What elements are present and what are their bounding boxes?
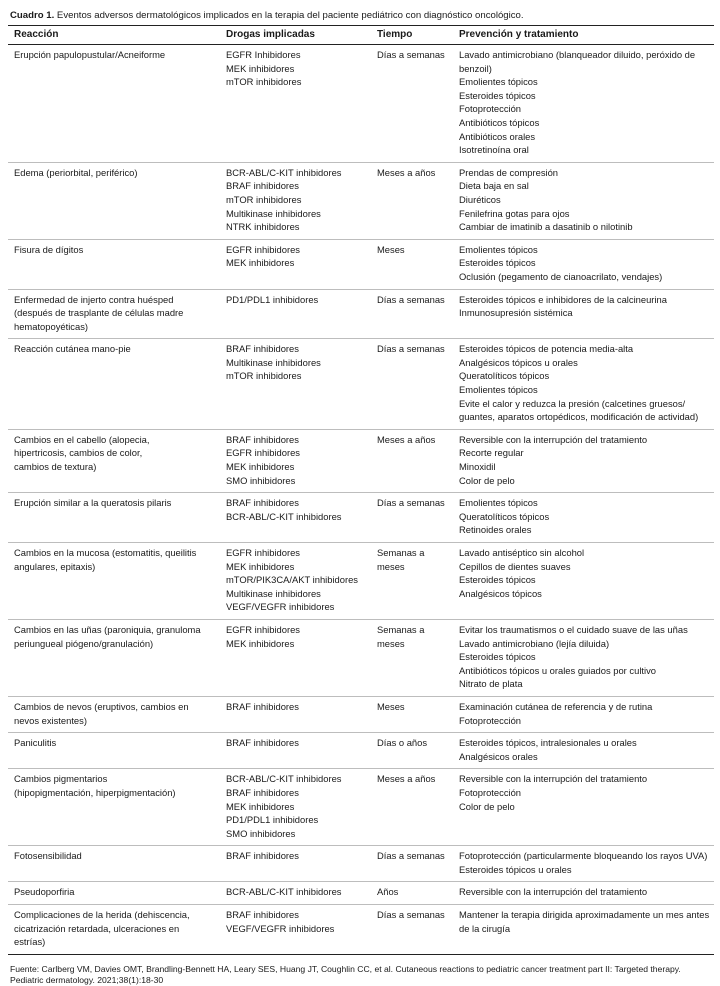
- time-line: Semanas a: [377, 623, 425, 635]
- drugs-line: NTRK inhibidores: [226, 221, 300, 233]
- reaction-line: hematopoyéticas): [14, 320, 88, 332]
- drugs-line: Multikinase inhibidores: [226, 587, 321, 599]
- table-row: [8, 339, 714, 430]
- time-cell: [371, 289, 453, 339]
- treatment-line: Emolientes tópicos: [459, 243, 538, 255]
- drugs-cell: [220, 882, 371, 905]
- source-footnote: Fuente: Carlberg VM, Davies OMT, Brandling-Bennett HA, Leary SES, Huang JT, Coughlin CC, et al. Cutaneous reactions to pediatric cancer treatment part II: Targeted therapy. Pediatric dermatology. 2021;38(1):18-30: [10, 963, 681, 985]
- drugs-line: BRAF inhibidores: [226, 180, 299, 192]
- treatment-cell: [453, 696, 714, 732]
- drugs-line: BCR-ABL/C-KIT inhibidores: [226, 773, 342, 785]
- time-cell: [371, 162, 453, 239]
- drugs-line: BRAF inhibidores: [226, 700, 299, 712]
- reaction-line: hipertricosis, cambios de color,: [14, 447, 143, 459]
- time-line: Días a semanas: [377, 343, 445, 355]
- time-cell: [371, 45, 453, 163]
- treatment-cell: [453, 493, 714, 543]
- treatment-line: Lavado antiséptico sin alcohol: [459, 547, 585, 558]
- drugs-line: BRAF inhibidores: [226, 909, 299, 921]
- table-row: [8, 289, 714, 339]
- treatment-cell: [453, 846, 714, 882]
- treatment-line: Color de pelo: [459, 800, 515, 812]
- drugs-line: MEK inhibidores: [226, 560, 295, 572]
- treatment-line: Analgésicos tópicos: [459, 587, 542, 599]
- treatment-line: Reversible con la interrupción del tratamiento: [459, 773, 648, 785]
- time-line: Semanas a: [377, 547, 425, 558]
- treatment-line: Isotretinoína oral: [459, 144, 529, 156]
- time-line: Meses a años: [377, 433, 436, 445]
- drugs-cell: [220, 429, 371, 492]
- drugs-line: EGFR inhibidores: [226, 623, 300, 635]
- drugs-line: PD1/PDL1 inhibidores: [226, 814, 319, 826]
- drugs-line: mTOR/PIK3CA/AKT inhibidores: [226, 574, 358, 586]
- treatment-line: Antibióticos tópicos u orales guiados por cultivo: [459, 664, 656, 676]
- time-line: Meses: [377, 700, 405, 712]
- drugs-cell: [220, 543, 371, 620]
- reaction-line: Edema (periorbital, periférico): [14, 166, 138, 178]
- reaction-cell: [8, 162, 220, 239]
- drugs-line: Multikinase inhibidores: [226, 356, 321, 368]
- treatment-line: Retinoides orales: [459, 524, 532, 536]
- time-cell: [371, 905, 453, 955]
- reaction-cell: [8, 339, 220, 430]
- treatment-line: Emolientes tópicos: [459, 384, 538, 396]
- treatment-cell: [453, 339, 714, 430]
- time-cell: [371, 239, 453, 289]
- reaction-cell: [8, 239, 220, 289]
- treatment-line: Nitrato de plata: [459, 678, 523, 690]
- header-reaction: Reacción: [8, 26, 220, 45]
- reaction-line: cambios de textura): [14, 461, 97, 473]
- reaction-line: Enfermedad de injerto contra huésped: [14, 293, 174, 305]
- treatment-line: Diuréticos: [459, 193, 501, 205]
- treatment-line: Queratolíticos tópicos: [459, 370, 550, 382]
- treatment-line: Dieta baja en sal: [459, 180, 529, 192]
- table-row: [8, 45, 714, 163]
- reaction-line: cicatrización retardada, ulceraciones en: [14, 922, 180, 934]
- drugs-line: BCR-ABL/C-KIT inhibidores: [226, 166, 342, 178]
- treatment-line: Esteroides tópicos: [459, 89, 536, 101]
- reaction-line: (después de trasplante de células madre: [14, 307, 184, 319]
- reaction-line: Paniculitis: [14, 737, 57, 749]
- caption-label: Cuadro 1.: [10, 10, 55, 21]
- treatment-line: Lavado antimicrobiano (lejía diluida): [459, 637, 610, 649]
- reaction-cell: [8, 619, 220, 696]
- document-page: [8, 10, 714, 986]
- time-cell: [371, 429, 453, 492]
- table-header-row: [8, 26, 714, 45]
- drugs-line: BRAF inhibidores: [226, 737, 299, 749]
- reaction-line: Cambios en la mucosa (estomatitis, queilitis: [14, 547, 197, 558]
- treatment-cell: [453, 289, 714, 339]
- drugs-line: Multikinase inhibidores: [226, 207, 321, 219]
- treatment-line: Lavado antimicrobiano (blanqueador diluido, peróxido de benzoil): [459, 49, 696, 74]
- reaction-cell: [8, 769, 220, 846]
- reaction-line: Complicaciones de la herida (dehiscencia,: [14, 909, 190, 921]
- reaction-line: Fotosensibilidad: [14, 850, 82, 862]
- table-row: [8, 882, 714, 905]
- drugs-line: BCR-ABL/C-KIT inhibidores: [226, 886, 342, 898]
- treatment-line: Esteroides tópicos: [459, 257, 536, 269]
- reaction-cell: [8, 882, 220, 905]
- treatment-line: Esteroides tópicos, intralesionales u orales: [459, 737, 637, 749]
- table-row: [8, 905, 714, 955]
- reaction-line: Reacción cutánea mano-pie: [14, 343, 131, 355]
- drugs-cell: [220, 905, 371, 955]
- treatment-cell: [453, 905, 714, 955]
- drugs-line: BRAF inhibidores: [226, 433, 299, 445]
- reaction-line: Cambios en las uñas (paroniquia, granuloma: [14, 623, 201, 635]
- drugs-line: mTOR inhibidores: [226, 370, 302, 382]
- treatment-line: Esteroides tópicos e inhibidores de la calcineurina: [459, 293, 667, 305]
- time-line: Meses: [377, 243, 405, 255]
- time-line: Meses a años: [377, 166, 436, 178]
- reaction-line: estrías): [14, 936, 46, 948]
- time-cell: [371, 339, 453, 430]
- header-time: Tiempo: [371, 26, 453, 45]
- time-cell: [371, 493, 453, 543]
- treatment-line: Color de pelo: [459, 474, 515, 486]
- reaction-cell: [8, 45, 220, 163]
- drugs-line: BRAF inhibidores: [226, 343, 299, 355]
- time-cell: [371, 882, 453, 905]
- drugs-cell: [220, 846, 371, 882]
- treatment-line: Esteroides tópicos: [459, 651, 536, 663]
- drugs-cell: [220, 696, 371, 732]
- time-cell: [371, 733, 453, 769]
- drugs-line: MEK inhibidores: [226, 62, 295, 74]
- treatment-cell: [453, 45, 714, 163]
- treatment-line: Examinación cutánea de referencia y de rutina: [459, 700, 653, 712]
- drugs-cell: [220, 733, 371, 769]
- drugs-line: mTOR inhibidores: [226, 76, 302, 88]
- time-cell: [371, 543, 453, 620]
- treatment-line: Recorte regular: [459, 447, 524, 459]
- treatment-line: Queratolíticos tópicos: [459, 510, 550, 522]
- reaction-line: Pseudoporfiria: [14, 886, 75, 898]
- treatment-line: Cepillos de dientes suaves: [459, 560, 571, 572]
- treatment-line: Esteroides tópicos: [459, 574, 536, 586]
- time-line: Días a semanas: [377, 49, 445, 60]
- treatment-line: Reversible con la interrupción del tratamiento: [459, 886, 648, 898]
- reaction-line: Cambios pigmentarios: [14, 773, 108, 785]
- treatment-line: Cambiar de imatinib a dasatinib o nilotinib: [459, 221, 633, 233]
- table-row: [8, 769, 714, 846]
- treatment-line: Antibióticos orales: [459, 130, 536, 142]
- time-line: Días a semanas: [377, 293, 445, 305]
- time-cell: [371, 846, 453, 882]
- reaction-cell: [8, 696, 220, 732]
- table-caption: [10, 10, 714, 22]
- header-treatment: Prevención y tratamiento: [453, 26, 714, 45]
- treatment-cell: [453, 429, 714, 492]
- reaction-cell: [8, 905, 220, 955]
- time-cell: [371, 619, 453, 696]
- treatment-line: Fotoprotección: [459, 103, 522, 115]
- treatment-line: Oclusión (pegamento de cianoacrilato, vendajes): [459, 270, 663, 282]
- reaction-line: Erupción similar a la queratosis pilaris: [14, 497, 172, 509]
- treatment-line: Esteroides tópicos de potencia media-alta: [459, 343, 634, 355]
- time-line: Días a semanas: [377, 909, 445, 921]
- treatment-line: Evitar los traumatismos o el cuidado suave de las uñas: [459, 623, 688, 635]
- reaction-cell: [8, 289, 220, 339]
- treatment-cell: [453, 769, 714, 846]
- treatment-cell: [453, 619, 714, 696]
- treatment-line: Emolientes tópicos: [459, 497, 538, 509]
- drugs-line: BRAF inhibidores: [226, 786, 299, 798]
- time-line: Años: [377, 886, 399, 898]
- treatment-line: Antibióticos tópicos: [459, 116, 540, 128]
- treatment-line: Mantener la terapia dirigida aproximadamente un mes antes de la cirugía: [459, 909, 710, 934]
- drugs-cell: [220, 339, 371, 430]
- reaction-cell: [8, 543, 220, 620]
- reaction-line: Cambios de nevos (eruptivos, cambios en: [14, 700, 189, 712]
- treatment-line: Fotoprotección: [459, 714, 522, 726]
- reaction-line: nevos existentes): [14, 714, 87, 726]
- drugs-line: SMO inhibidores: [226, 827, 296, 839]
- reaction-cell: [8, 429, 220, 492]
- time-cell: [371, 696, 453, 732]
- table-row: [8, 543, 714, 620]
- time-line: Días o años: [377, 737, 428, 749]
- time-line: Días a semanas: [377, 850, 445, 862]
- drugs-line: MEK inhibidores: [226, 461, 295, 473]
- table-row: [8, 162, 714, 239]
- treatment-line: Prendas de compresión: [459, 166, 559, 178]
- reaction-cell: [8, 846, 220, 882]
- time-line: Días a semanas: [377, 497, 445, 509]
- treatment-line: Evite el calor y reduzca la presión (calcetines gruesos/ guantes, aparatos ortopédicos, modificación de actividad): [459, 397, 699, 423]
- drugs-line: VEGF/VEGFR inhibidores: [226, 922, 335, 934]
- drugs-cell: [220, 493, 371, 543]
- table-row: [8, 846, 714, 882]
- treatment-cell: [453, 733, 714, 769]
- drugs-line: mTOR inhibidores: [226, 193, 302, 205]
- drugs-line: EGFR inhibidores: [226, 547, 300, 558]
- treatment-line: Reversible con la interrupción del tratamiento: [459, 433, 648, 445]
- table-body: [8, 45, 714, 955]
- treatment-cell: [453, 239, 714, 289]
- drugs-cell: [220, 45, 371, 163]
- treatment-cell: [453, 882, 714, 905]
- treatment-line: Fotoprotección: [459, 786, 522, 798]
- treatment-cell: [453, 162, 714, 239]
- drugs-cell: [220, 289, 371, 339]
- caption-text: Eventos adversos dermatológicos implicados en la terapia del paciente pediátrico con diagnóstico oncológico.: [54, 10, 524, 21]
- reaction-line: periungueal piógeno/granulación): [14, 637, 154, 649]
- drugs-line: BRAF inhibidores: [226, 850, 299, 862]
- drugs-line: VEGF/VEGFR inhibidores: [226, 601, 335, 613]
- time-line: Meses a años: [377, 773, 436, 785]
- reaction-line: Erupción papulopustular/Acneiforme: [14, 49, 166, 60]
- drugs-cell: [220, 162, 371, 239]
- drugs-line: EGFR inhibidores: [226, 447, 300, 459]
- drugs-cell: [220, 239, 371, 289]
- table-row: [8, 696, 714, 732]
- header-drugs: Drogas implicadas: [220, 26, 371, 45]
- time-line: meses: [377, 560, 405, 572]
- treatment-line: Analgésicos orales: [459, 750, 538, 762]
- drugs-line: EGFR inhibidores: [226, 243, 300, 255]
- drugs-line: BCR-ABL/C-KIT inhibidores: [226, 510, 342, 522]
- time-cell: [371, 769, 453, 846]
- drugs-line: SMO inhibidores: [226, 474, 296, 486]
- reaction-line: Cambios en el cabello (alopecia,: [14, 433, 150, 445]
- treatment-line: Minoxidil: [459, 461, 496, 473]
- reaction-line: angulares, epitaxis): [14, 560, 96, 572]
- treatment-line: Analgésicos tópicos u orales: [459, 356, 578, 368]
- time-line: meses: [377, 637, 405, 649]
- reaction-line: Fisura de dígitos: [14, 243, 84, 255]
- table-row: [8, 429, 714, 492]
- drugs-line: MEK inhibidores: [226, 800, 295, 812]
- table-row: [8, 619, 714, 696]
- treatment-line: Emolientes tópicos: [459, 76, 538, 88]
- drugs-line: MEK inhibidores: [226, 637, 295, 649]
- drugs-line: MEK inhibidores: [226, 257, 295, 269]
- reaction-line: (hipopigmentación, hiperpigmentación): [14, 786, 176, 798]
- table-row: [8, 733, 714, 769]
- table-row: [8, 493, 714, 543]
- drugs-line: EGFR Inhibidores: [226, 49, 301, 60]
- drugs-cell: [220, 769, 371, 846]
- treatment-cell: [453, 543, 714, 620]
- table-row: [8, 239, 714, 289]
- drugs-line: PD1/PDL1 inhibidores: [226, 293, 319, 305]
- adverse-events-table: [8, 25, 714, 955]
- treatment-line: Fotoprotección (particularmente bloqueando los rayos UVA): [459, 850, 708, 862]
- drugs-cell: [220, 619, 371, 696]
- drugs-line: BRAF inhibidores: [226, 497, 299, 509]
- reaction-cell: [8, 493, 220, 543]
- treatment-line: Fenilefrina gotas para ojos: [459, 207, 570, 219]
- treatment-line: Inmunosupresión sistémica: [459, 307, 573, 319]
- treatment-line: Esteroides tópicos u orales: [459, 863, 572, 875]
- reaction-cell: [8, 733, 220, 769]
